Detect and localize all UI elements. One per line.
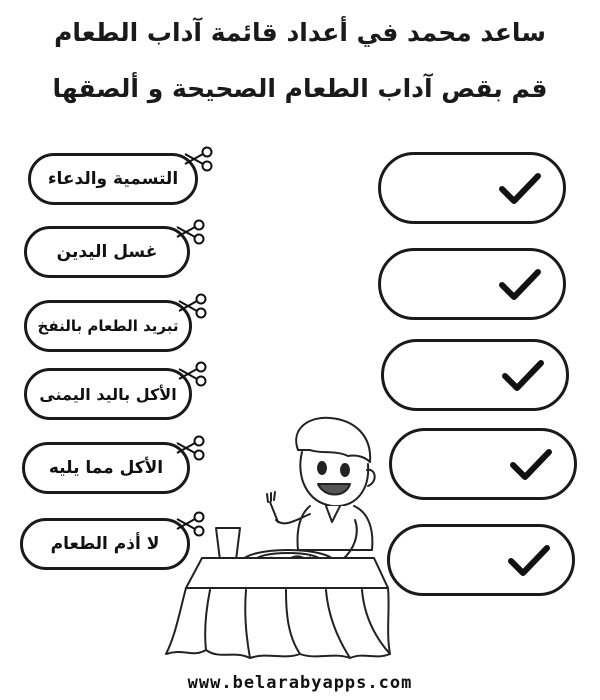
answer-box-3[interactable] — [381, 339, 569, 411]
checkmark-icon — [508, 544, 550, 578]
website-url[interactable]: www.belarabyapps.com — [187, 673, 413, 693]
checkmark-icon — [499, 268, 541, 302]
card-label: غسل اليدين — [56, 242, 158, 262]
answer-box-4[interactable] — [389, 428, 577, 500]
card-label: الأكل مما يليه — [48, 458, 164, 478]
card-label: لا أذم الطعام — [50, 534, 160, 554]
answer-box-2[interactable] — [378, 248, 566, 320]
checkmark-icon — [510, 448, 552, 482]
scissors-icon — [173, 219, 207, 245]
instruction-title: ساعد محمد في أعداد قائمة آداب الطعام — [54, 18, 546, 47]
instruction-subtitle: قم بقص آداب الطعام الصحيحة و ألصقها — [52, 74, 548, 103]
checkmark-icon — [499, 172, 541, 206]
scissors-icon — [175, 361, 209, 387]
boy-eating-illustration — [150, 410, 400, 670]
card-1[interactable] — [28, 153, 198, 205]
scissors-icon — [175, 293, 209, 319]
card-2[interactable] — [24, 226, 190, 278]
answer-box-5[interactable] — [387, 524, 575, 596]
card-label: التسمية والدعاء — [47, 169, 179, 189]
card-label: تبريد الطعام بالنفخ — [37, 317, 179, 335]
card-label: الأكل باليد اليمنى — [39, 384, 177, 404]
answer-box-1[interactable] — [378, 152, 566, 224]
scissors-icon — [181, 146, 215, 172]
checkmark-icon — [502, 359, 544, 393]
card-3[interactable] — [24, 300, 192, 352]
